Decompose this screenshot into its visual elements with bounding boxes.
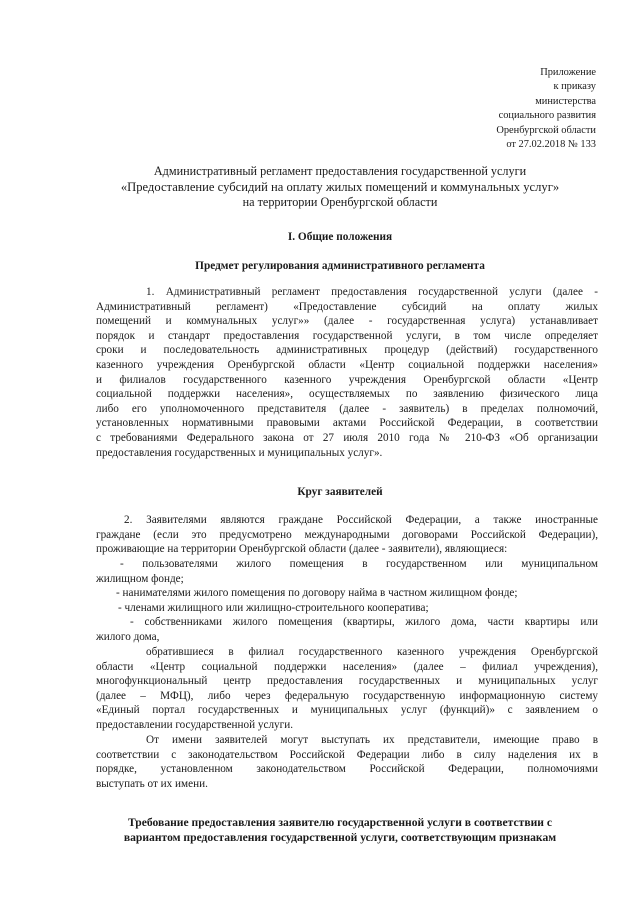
text-line: порядок и стандарт предоставления государственной услуги, в том числе определяет [96,329,598,342]
text-line: - нанимателями жилого помещения по договору найма в частном жилищном фонде; [116,587,518,599]
text-line: выступать от их имени. [96,777,208,790]
text-line: жилищном фонде; [96,572,184,585]
applicants-heading: Круг заявителей [297,486,383,498]
text-line: сроки и последовательность административных процедур (действий) государственного [96,344,598,357]
text-line: - членами жилищного или жилищно-строительного кооператива; [118,602,429,614]
text-line: - собственниками жилого помещения (квартиры, жилого дома, части квартиры или [130,616,598,628]
text-line: граждане (если это предусмотрено международными договорами Российской Федерации), [96,528,598,541]
paragraph-2 [96,513,598,557]
text-line: с требованиями Федерального закона от 27 июля 2010 года № 210-ФЗ «Об организации [96,431,598,444]
text-line: проживающие на территории Оренбургской области (далее - заявители), являющиеся: [96,543,508,556]
appendix-line: от 27.02.2018 № 133 [506,139,596,151]
applicant-item-2 [96,586,598,601]
text-line: «Единый портал государственных и муниципальных услуг (функций)» с заявлением о [96,704,598,717]
paragraph-4 [96,733,598,791]
text-line: и филиалов государственного казенного учреждения Оренбургской области «Центр [96,373,598,386]
text-line: помещений и коммунальных услуг»» (далее - государственная услуга) устанавливает [96,315,598,328]
heading-line: Требование предоставления заявителю государственной услуги в соответствии с [128,816,552,829]
section-subheading: Предмет регулирования административного регламента [195,260,485,272]
appendix-line: к приказу [553,81,596,93]
heading-line: вариантом предоставления государственной услуги, соответствующим признакам [123,831,557,845]
text-line: Административный регламент) «Предоставление субсидий на оплату жилых [96,300,598,313]
text-line: предоставления государственных и муниципальных услуг». [96,446,383,459]
appendix-line: Оренбургской области [496,124,596,136]
applicant-item-3 [96,601,598,616]
text-line: 1. Административный регламент предоставления государственной услуги (далее - [146,286,598,298]
text-line: жилого дома, [96,630,160,643]
applicant-item-1 [96,557,598,586]
appendix-line: социального развития [498,110,596,122]
text-line: обратившиеся в филиал государственного казенного учреждения Оренбургской [146,646,598,658]
text-line: соответствии с законодательством Российской Федерации либо в силу наделения их в [96,748,598,761]
text-line: предоставлении государственной услуги. [96,718,293,731]
text-line: установленных нормативными правовыми актами Российской Федерации, в соответствии [96,417,598,430]
text-line: многофункциональный центр предоставления государственных и муниципальных услуг [96,675,598,688]
text-line: порядке, установленном законодательством Российской Федерации, полномочиями [96,763,598,776]
title-line: Административный регламент предоставления государственной услуги [153,164,527,178]
text-line: 2. Заявителями являются граждане Российской Федерации, а также иностранные [124,514,598,526]
paragraph-1 [96,285,598,460]
document-title [60,164,620,211]
text-line: социальной поддержки населения», осуществляемых по заявлению физического лица [96,388,598,401]
title-line: на территории Оренбургской области [242,195,438,210]
text-line: (далее – МФЦ), либо через федеральную государственную информационную систему [96,689,598,702]
title-line: «Предоставление субсидий на оплату жилых помещений и коммунальных услуг» [120,179,560,194]
paragraph-3 [96,645,598,733]
requirement-heading [60,815,620,846]
text-line: области «Центр социальной поддержки населения» (далее – филиал учреждения), [96,660,598,673]
text-line: либо его уполномоченного представителя (далее - заявитель) в пределах полномочий, [96,402,598,415]
text-line: От имени заявителей могут выступать их представители, имеющие право в [146,734,598,746]
appendix-block [496,66,596,152]
applicant-item-4 [96,615,598,644]
text-line: - пользователями жилого помещения в государственном или муниципальном [120,558,598,570]
section-heading: I. Общие положения [287,231,393,243]
text-line: казенного учреждения Оренбургской области «Центр социальной поддержки населения» [96,358,598,371]
appendix-line: Приложение [540,67,596,78]
appendix-line: министерства [535,95,596,107]
